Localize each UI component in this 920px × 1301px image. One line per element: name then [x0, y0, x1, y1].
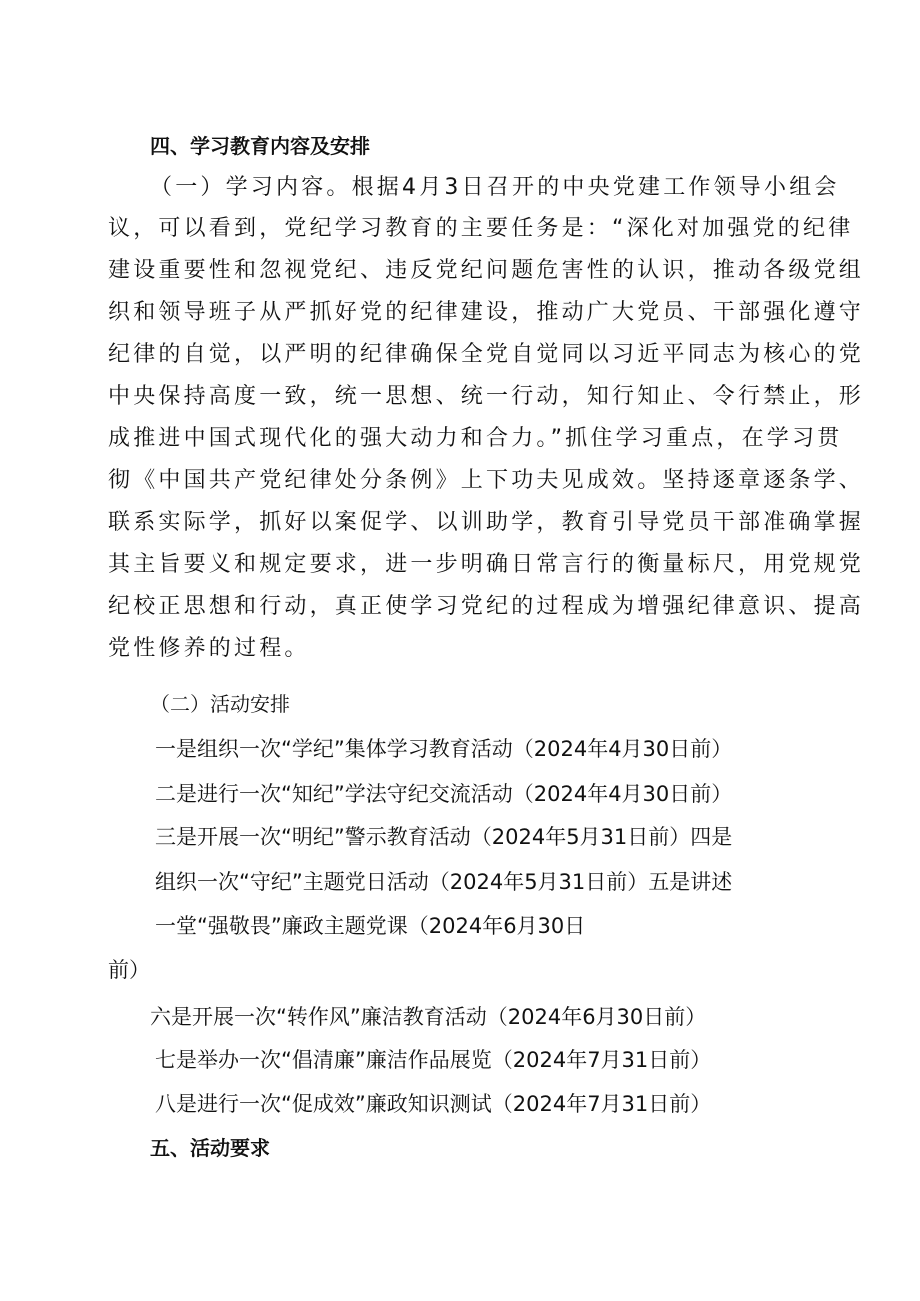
activity-line: 一是组织一次“学纪”集体学习教育活动（2024年4月30日前）	[155, 737, 733, 761]
activity-line: 前）	[108, 958, 150, 982]
activity-line: 七是举办一次“倡清廉”廉洁作品展览（2024年7月31日前）	[155, 1048, 712, 1072]
activity-line: 八是进行一次“促成效”廉政知识测试（2024年7月31日前）	[155, 1092, 712, 1116]
section-heading-4: 四、学习教育内容及安排	[150, 136, 370, 158]
section-heading-5: 五、活动要求	[150, 1138, 270, 1160]
activity-line: 组织一次“守纪”主题党日活动（2024年5月31日前）五是讲述	[155, 870, 733, 894]
paragraph-line: 成推进中国式现代化的强大动力和合力。”抓住学习重点，在学习贯	[108, 426, 843, 451]
paragraph-line: （一）学习内容。根据4月3日召开的中央党建工作领导小组会	[150, 175, 840, 200]
paragraph-line: 党性修养的过程。	[108, 636, 310, 661]
activity-line: 一堂“强敬畏”廉政主题党课（2024年6月30日	[155, 914, 586, 938]
paragraph-line: 联系实际学，抓好以案促学、以训助学，教育引导党员干部准确掌握	[108, 510, 865, 535]
paragraph-line: 议，可以看到，党纪学习教育的主要任务是：“深化对加强党的纪律	[108, 216, 854, 241]
paragraph-line: 纪校正思想和行动，真正使学习党纪的过程成为增强纪律意识、提高	[108, 594, 865, 619]
activities-subheading: （二）活动安排	[150, 692, 290, 716]
paragraph-line: 其主旨要义和规定要求，进一步明确日常言行的衡量标尺，用党规党	[108, 552, 865, 577]
paragraph-line: 建设重要性和忽视党纪、违反党纪问题危害性的认识，推动各级党组	[108, 258, 865, 283]
activity-line: 三是开展一次“明纪”警示教育活动（2024年5月31日前）四是	[155, 825, 733, 849]
paragraph-line: 纪律的自觉，以严明的纪律确保全党自觉同以习近平同志为核心的党	[108, 342, 865, 367]
paragraph-line: 中央保持高度一致，统一思想、统一行动，知行知止、令行禁止，形	[108, 384, 865, 409]
paragraph-line: 彻《中国共产党纪律处分条例》上下功夫见成效。坚持逐章逐条学、	[108, 468, 865, 493]
activity-line: 六是开展一次“转作风”廉洁教育活动（2024年6月30日前）	[150, 1005, 707, 1029]
paragraph-line: 织和领导班子从严抓好党的纪律建设，推动广大党员、干部强化遵守	[108, 300, 865, 325]
activity-line: 二是进行一次“知纪”学法守纪交流活动（2024年4月30日前）	[155, 782, 733, 806]
